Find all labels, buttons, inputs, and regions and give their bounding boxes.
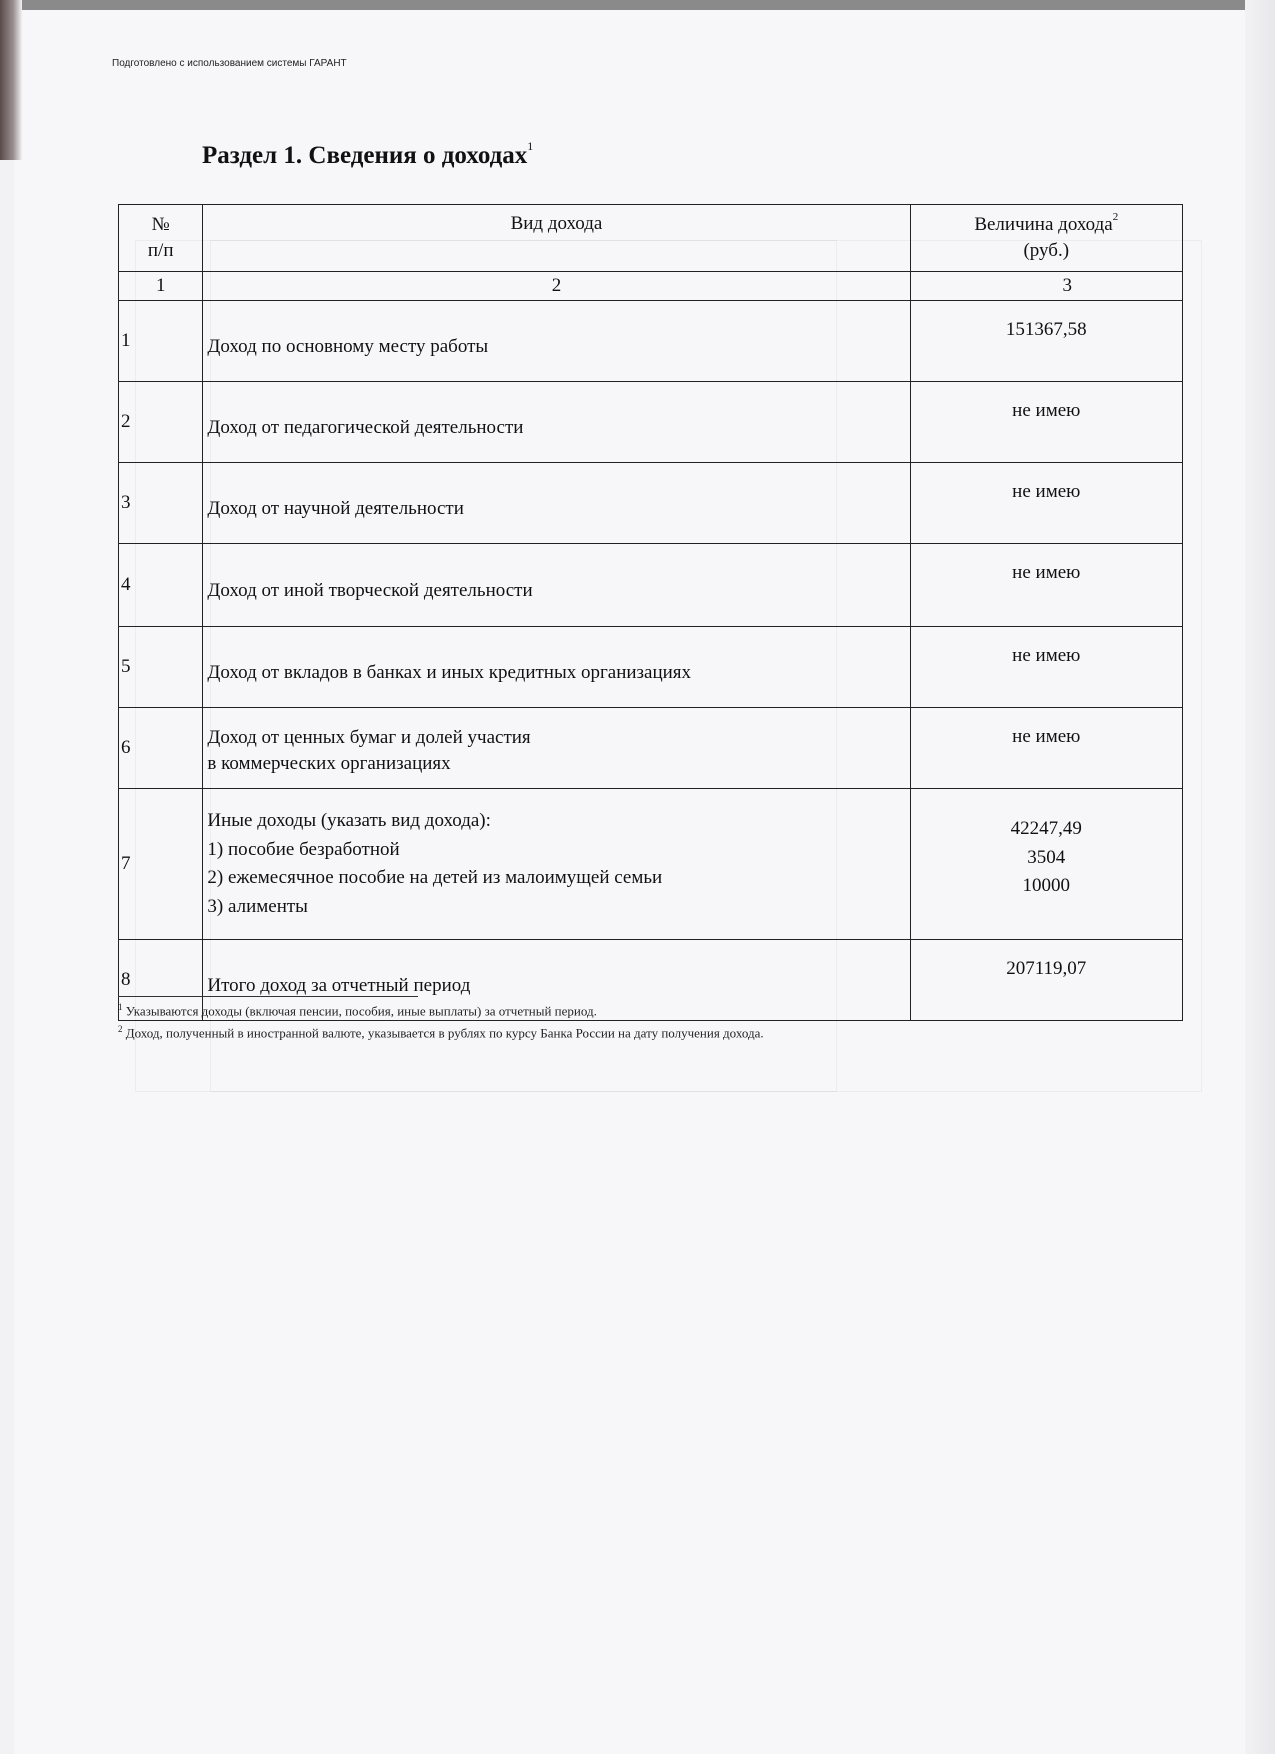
footnote-divider bbox=[118, 996, 418, 997]
footnote-mark: 1 bbox=[118, 1002, 123, 1012]
section-title-footnote-mark: 1 bbox=[527, 138, 534, 153]
row-type-item: 2) ежемесячное пособие на детей из малоимущей семьи bbox=[207, 867, 663, 888]
row-value: не имею bbox=[910, 627, 1182, 708]
row-type-line2: в коммерческих организациях bbox=[207, 753, 451, 774]
row-value: не имею bbox=[910, 544, 1182, 627]
row-num: 1 bbox=[119, 301, 203, 382]
index-cell: 3 bbox=[910, 272, 1182, 301]
header-value-footnote-mark: 2 bbox=[1112, 211, 1119, 224]
section-title-text: Раздел 1. Сведения о доходах bbox=[202, 142, 528, 169]
row-type-item: 1) пособие безработной bbox=[207, 838, 400, 860]
scan-edge-right bbox=[1245, 0, 1275, 1754]
table-row bbox=[119, 708, 1183, 789]
header-value-line2: (руб.) bbox=[1023, 240, 1070, 261]
row-value: 207119,07 bbox=[910, 940, 1182, 1021]
row-type: Доход от научной деятельности bbox=[203, 463, 910, 544]
row-type-item: 3) алименты bbox=[207, 895, 308, 917]
row-value: 151367,58 bbox=[910, 301, 1182, 382]
header-value bbox=[910, 205, 1182, 272]
income-table bbox=[118, 204, 1183, 1021]
table-row bbox=[119, 463, 1183, 544]
row-value-item: 3504 bbox=[1027, 846, 1066, 868]
row-num: 6 bbox=[119, 708, 203, 789]
row-value-item: 10000 bbox=[1022, 875, 1070, 896]
index-cell: 2 bbox=[203, 272, 910, 301]
scan-edge-left bbox=[0, 0, 22, 160]
table-row bbox=[119, 789, 1183, 940]
row-value-item: 42247,49 bbox=[1010, 818, 1082, 839]
table-header-row bbox=[119, 205, 1183, 272]
footnote-1 bbox=[118, 1000, 764, 1022]
table-row bbox=[119, 382, 1183, 463]
header-value-line1: Величина дохода bbox=[974, 214, 1113, 236]
row-num: 3 bbox=[119, 463, 203, 544]
row-type: Доход по основному месту работы bbox=[203, 301, 910, 382]
header-note: Подготовлено с использованием системы ГАРАНТ bbox=[112, 58, 347, 69]
row-type-line1: Доход от ценных бумаг и долей участия bbox=[207, 727, 531, 749]
row-value: не имею bbox=[910, 708, 1182, 789]
row-type: Доход от вкладов в банках и иных кредитных организациях bbox=[203, 627, 910, 708]
row-type: Доход от иной творческой деятельности bbox=[203, 544, 910, 627]
row-type: Доход от педагогической деятельности bbox=[203, 382, 910, 463]
footnote-2 bbox=[118, 1022, 764, 1044]
footnote-mark: 2 bbox=[118, 1024, 123, 1035]
table-row bbox=[119, 544, 1183, 627]
footnote-text: Доход, полученный в иностранной валюте, указывается в рублях по курсу Банка России на дату получения дохода. bbox=[125, 1025, 764, 1041]
row-value bbox=[910, 789, 1182, 940]
row-num: 5 bbox=[119, 627, 203, 708]
row-type-heading: Иные доходы (указать вид дохода): bbox=[207, 810, 491, 831]
row-type: Итого доход за отчетный период bbox=[203, 940, 910, 1021]
scan-edge-top bbox=[0, 0, 1275, 10]
footnote-text: Указываются доходы (включая пенсии, пособия, иные выплаты) за отчетный период. bbox=[125, 1003, 597, 1019]
row-num: 2 bbox=[119, 382, 203, 463]
row-type bbox=[203, 789, 910, 940]
table-row bbox=[119, 301, 1183, 382]
header-num-line1: № bbox=[151, 214, 170, 236]
row-num: 8 bbox=[119, 940, 203, 1021]
table-row bbox=[119, 627, 1183, 708]
row-num: 4 bbox=[119, 544, 203, 627]
row-type bbox=[203, 708, 910, 789]
row-value: не имею bbox=[910, 382, 1182, 463]
table-index-row bbox=[119, 272, 1183, 301]
row-value: не имею bbox=[910, 463, 1182, 544]
header-type: Вид дохода bbox=[203, 205, 910, 272]
index-cell: 1 bbox=[119, 272, 203, 301]
row-num: 7 bbox=[119, 789, 203, 940]
header-num bbox=[119, 205, 203, 272]
footnotes bbox=[118, 1000, 764, 1044]
header-num-line2: п/п bbox=[147, 240, 174, 261]
section-title bbox=[202, 138, 534, 170]
